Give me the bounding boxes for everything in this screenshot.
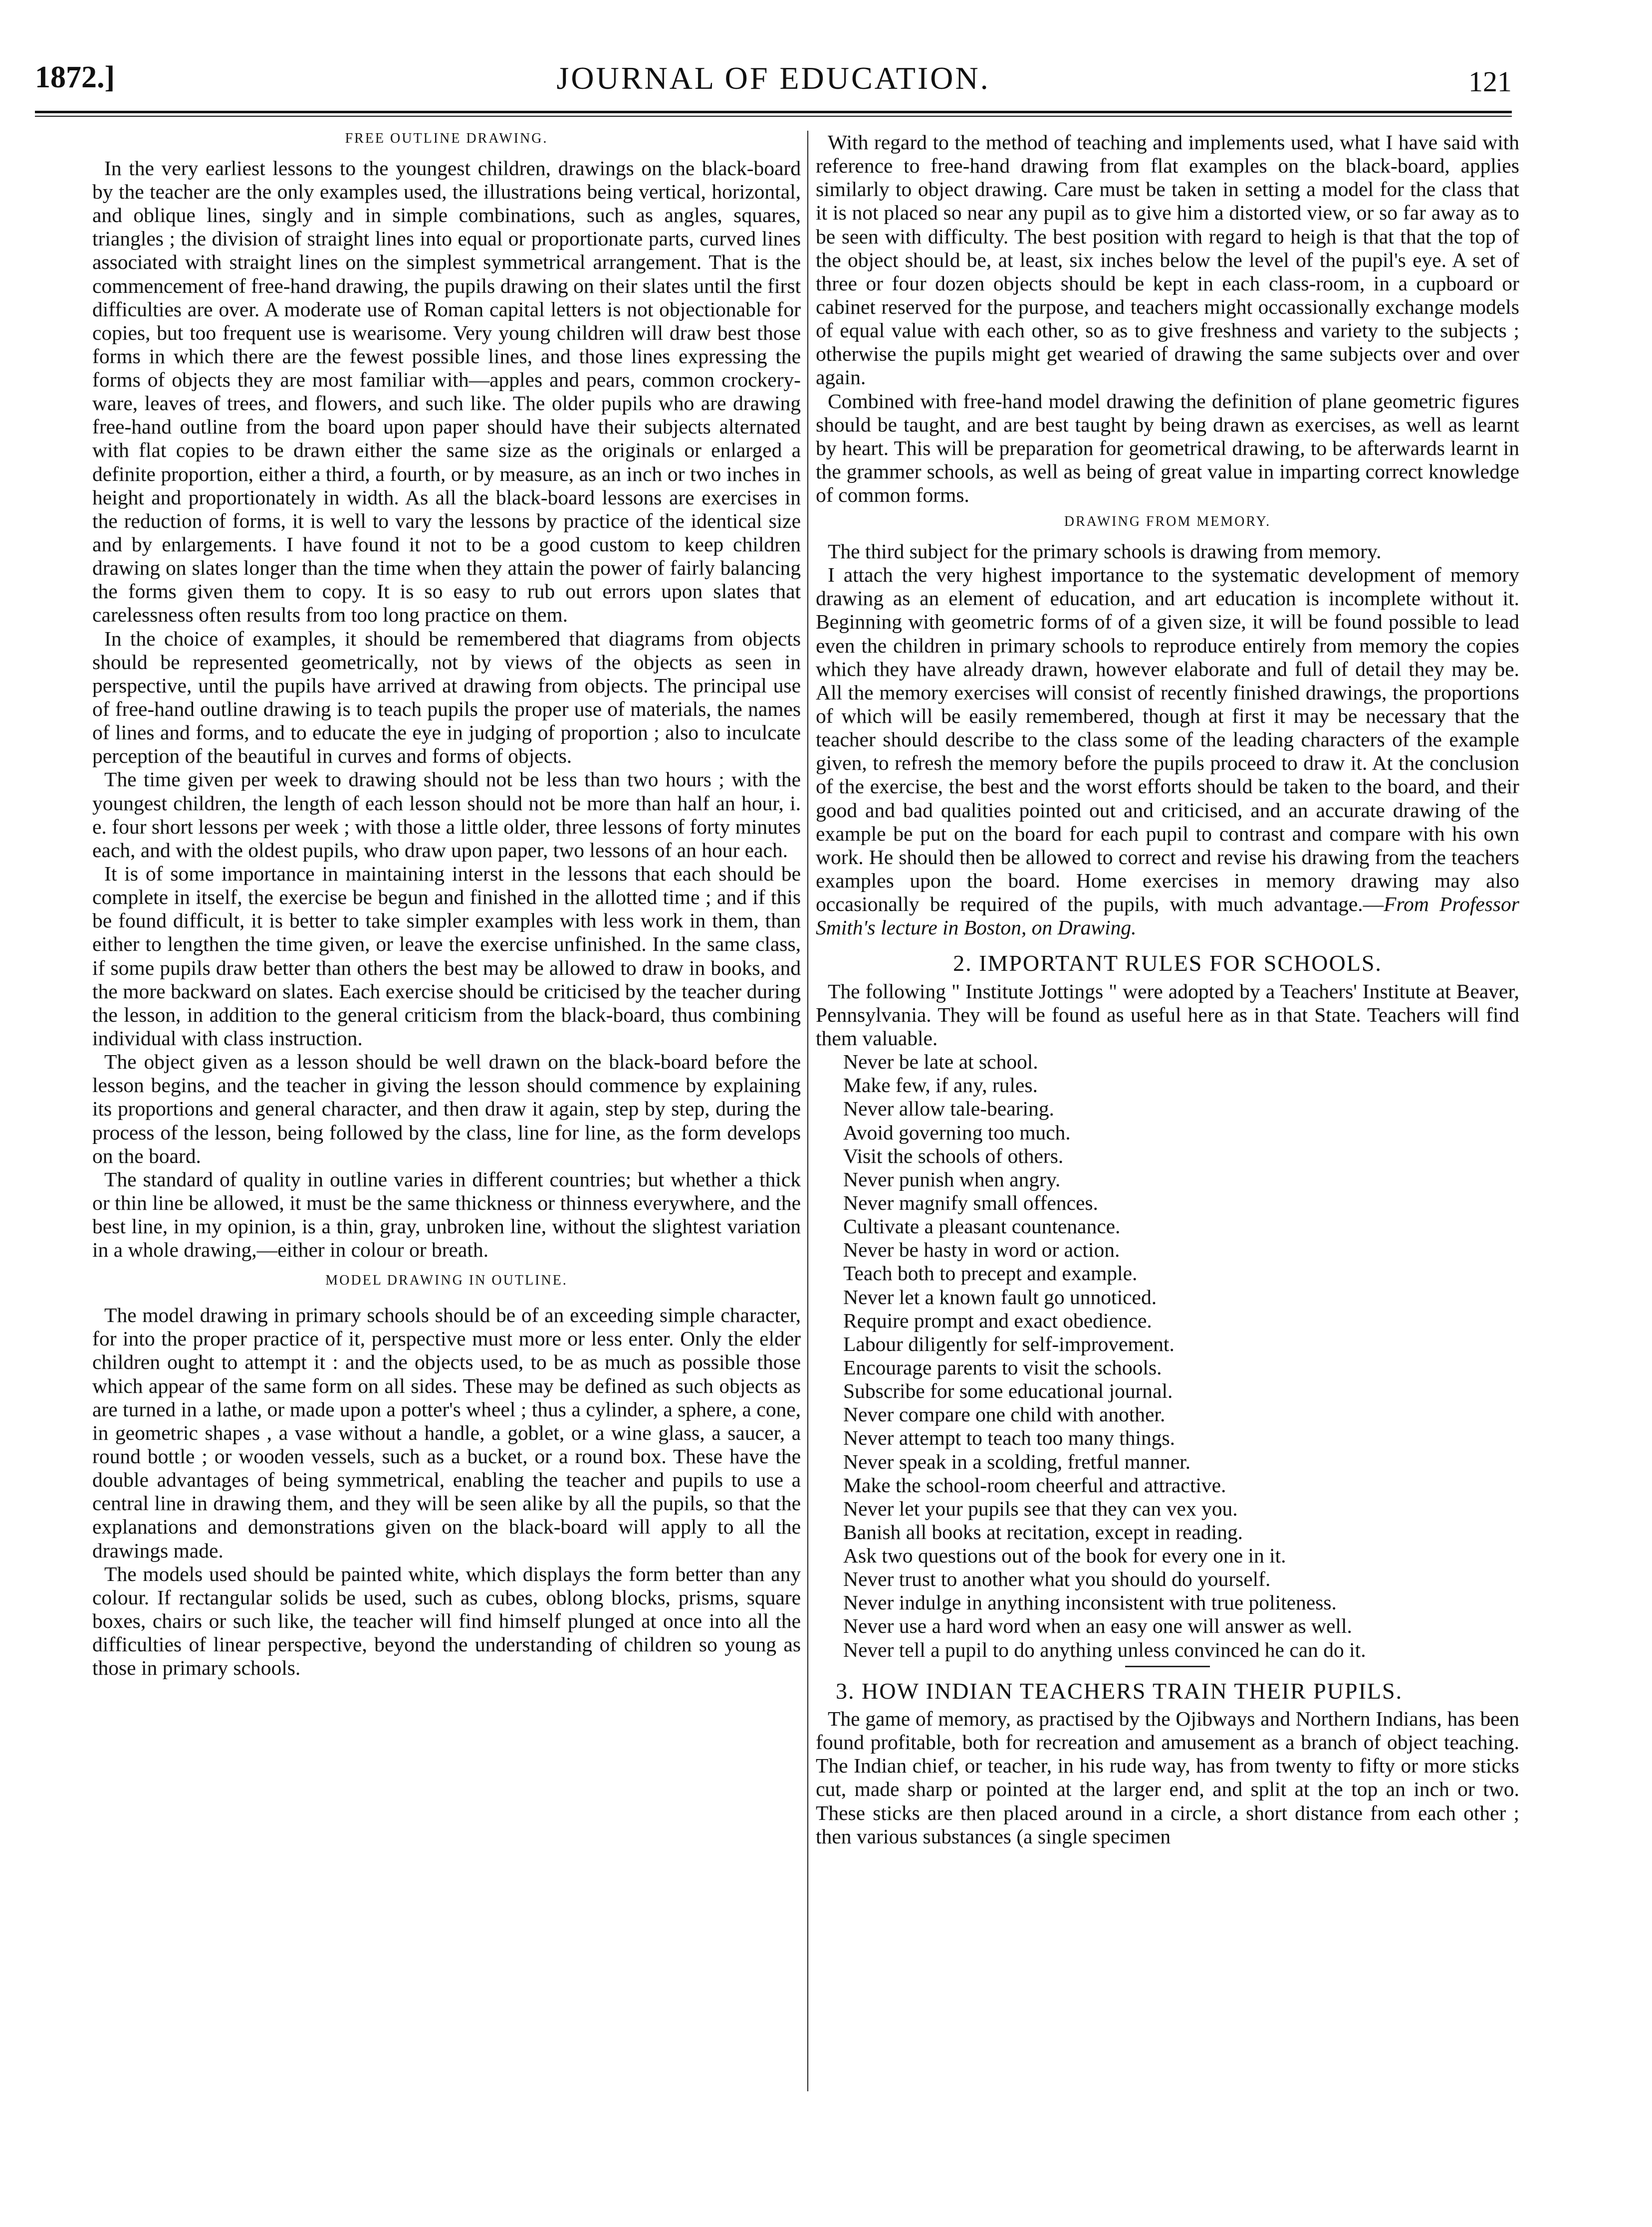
rule-item: Make the school-room cheerful and attractive. [843,1473,1226,1497]
left-column [92,131,801,2156]
page-number: 121 [1468,65,1512,98]
rules-list [816,1050,1519,1662]
rule-item: Never tell a pupil to do anything unless convinced he can do it. [843,1638,1366,1661]
paragraph: Combined with free-hand model drawing the definition of plane geometric figures should be taught, and are best taught by being drawn as exercises, as well as learnt by heart. This will be preparation for geometrical drawing, to be afterwards learnt in the grammer schools, as well as being of great value in imparting correct knowledge of common forms. [816,389,1519,507]
source-citation: From Professor Smith's lecture in Boston, on Drawing. [816,892,1519,939]
paragraph: The third subject for the primary schools is drawing from memory. [828,540,1382,563]
rule-item: Cultivate a pleasant countenance. [843,1215,1121,1238]
rule-item: Never punish when angry. [843,1167,1061,1191]
rule-item: Make few, if any, rules. [843,1074,1038,1097]
paragraph: The game of memory, as practised by the Ojibways and Northern Indians, has been found profitable, both for recreation and amusement as a branch of object teaching. The Indian chief, or teacher, in his rude way, has from twenty to fifty or more sticks cut, made sharp or pointed at the larger end, and split at the top an inch or two. These sticks are then placed around in a circle, a short distance from each other ; then various substances (a single specimen [816,1707,1519,1848]
paragraph-text: I attach the very highest importance to the systematic development of memory drawing as an element of education, and art education is incomplete without it. Beginning with geometric forms of of a given size, it will be found possible to lead even the children in primary schools to reproduce entirely from memory the copies which they have already drawn, however elaborate and full of detail they may be. All the memory exercises will consist of recently finished drawings, the proportions of which will be easily remembered, though at first it may be necessary that the teacher should describe to the class some of the leading characters of the example given, to refresh the memory before the pupils proceed to draw it. At the conclusion of the exercise, the best and the worst efforts should be taken to the board, and their good and bad qualities pointed out and criticised, and an accurate drawing of the example be put on the board for each pupil to contrast and compare with his own work. He should then be allowed to correct and revise his drawing from the teachers examples upon the board. Home exercises in memory drawing may also occasionally be required of the pupils, with much advantage.— [816,563,1519,916]
journal-title: JOURNAL OF EDUCATION. [556,60,990,96]
rule-item: Never let your pupils see that they can vex you. [843,1497,1238,1520]
rule-item: Labour diligently for self-improvement. [843,1332,1175,1355]
rule-item: Never magnify small offences. [843,1191,1098,1214]
paragraph: The models used should be painted white, which displays the form better than any colour. If rectangular solids be used, such as cubes, oblong blocks, prisms, square boxes, chairs or such like, the teacher will find himself plunged at once into all the difficulties of linear perspective, beyond the understanding of children so young as those in primary schools. [92,1562,801,1680]
article-heading-rules: 2. IMPORTANT RULES FOR SCHOOLS. [953,950,1382,976]
header-year: 1872.] [35,60,115,94]
rule-item: Never speak in a scolding, fretful manner. [843,1450,1191,1473]
rule-item: Avoid governing too much. [843,1120,1071,1144]
paragraph: It is of some importance in maintaining interst in the lessons that each should be complete in itself, the exercise be begun and finished in the allotted time ; and if this be found difficult, it is better to take simpler examples with less work in them, than either to lengthen the time given, or leave the exercise unfinished. In the same class, if some pupils draw better than others the best may be allowed to draw in books, and the more backward on slates. Each exercise should be criticised by the teacher during the lesson, in addition to the general criticism from the black-board, thus combining individual with class instruction. [92,862,801,1050]
paragraph: With regard to the method of teaching and implements used, what I have said with reference to free-hand drawing from flat examples on the black-board, applies similarly to object drawing. Care must be taken in setting a model for the class that it is not placed so near any pupil as to give him a distorted view, or so far away as to be seen with difficulty. The best position with regard to heigh is that that the top of the object should be, at least, six inches below the level of the pupil's eye. A set of three or four dozen objects should be kept in each class-room, in a cupboard or cabinet reserved for the purpose, and teachers might occassionally exchange models of equal value with each other, so as to give freshness and variety to the subjects ; otherwise the pupils might get wearied of drawing the same subjects over and over again. [816,131,1519,389]
article-intro: The following " Institute Jottings " were adopted by a Teachers' Institute at Beaver, Pennsylvania. They will be found as useful here as in that State. Teachers will find them valuable. [816,979,1519,1050]
article-heading-indian-teachers: 3. HOW INDIAN TEACHERS TRAIN THEIR PUPILS. [836,1678,1403,1704]
page-header [35,50,1512,105]
section-heading-memory: DRAWING FROM MEMORY. [1064,514,1271,530]
paragraph: The model drawing in primary schools should be of an exceeding simple character, for into the proper practice of it, perspective must more or less enter. Only the elder children ought to attempt it : and the objects used, to be as much as possible those which appear of the same form on all sides. These may be defined as such objects as are turned in a lathe, or made upon a potter's wheel ; thus a cylinder, a sphere, a cone, in geometric shapes , a vase without a handle, a goblet, or a wine glass, a saucer, a round bottle ; or wooden vessels, such as a bucket, or a round box. These have the double advantages of being symmetrical, enabling the teacher and pupils to use a central line in drawing them, and they will be seen alike by all the pupils, so that the explanations and demonstrations given on the black-board will apply to all the drawings made. [92,1304,801,1562]
rule-item: Visit the schools of others. [843,1144,1064,1167]
rule-item: Encourage parents to visit the schools. [843,1355,1162,1379]
rule-item: Never be hasty in word or action. [843,1238,1120,1262]
rule-item: Never attempt to teach too many things. [843,1426,1175,1450]
rule-item: Require prompt and exact obedience. [843,1309,1152,1332]
right-column [816,131,1519,2156]
rule-item: Never let a known fault go unnoticed. [843,1285,1157,1309]
section-heading-model-drawing: MODEL DRAWING IN OUTLINE. [325,1273,568,1289]
rule-item: Teach both to precept and example. [843,1262,1138,1285]
paragraph: The time given per week to drawing should not be less than two hours ; with the youngest children, the length of each lesson should not be more than half an hour, i. e. four short lessons per week ; with those a little older, three lessons of forty minutes each, and with the oldest pupils, who draw upon paper, two lessons of an hour each. [92,768,801,862]
header-rule [35,111,1512,113]
paragraph: The object given as a lesson should be well drawn on the black-board before the lesson begins, and the teacher in giving the lesson should commence by explaining its proportions and general character, and then draw it again, step by step, during the process of the lesson, being followed by the class, line for line, as the form develops on the board. [92,1050,801,1167]
rule-item: Never trust to another what you should do yourself. [843,1567,1271,1591]
rule-item: Banish all books at recitation, except in reading. [843,1520,1243,1544]
rule-item: Ask two questions out of the book for every one in it. [843,1544,1286,1567]
section-heading-free-outline: FREE OUTLINE DRAWING. [345,131,548,146]
column-divider [807,131,808,2091]
rule-item: Never indulge in anything inconsistent with true politeness. [843,1591,1337,1614]
rule-item: Never use a hard word when an easy one will answer as well. [843,1614,1352,1638]
rule-item: Subscribe for some educational journal. [843,1379,1173,1403]
rule-item: Never allow tale-bearing. [843,1097,1054,1120]
rule-item: Never compare one child with another. [843,1403,1166,1426]
paragraph: In the very earliest lessons to the youngest children, drawings on the black-board by the teacher are the only examples used, the illustrations being vertical, horizontal, and oblique lines, singly and in simple combinations, such as angles, squares, triangles ; the division of straight lines into equal or proportionate parts, curved lines associated with straight lines on the simplest symmetrical arrangement. That is the commencement of free-hand drawing, the pupils drawing on their slates until the first difficulties are over. A moderate use of Roman capital letters is not objectionable for copies, but too frequent use is wearisome. Very young children will draw best those forms in which there are the fewest possible lines, and those lines expressing the forms of objects they are most familiar with—apples and pears, common crockery-ware, leaves of trees, and flowers, and such like. The older pupils who are drawing free-hand outline from the board upon paper should have their subjects alternated with flat copies to be drawn either the same size as the originals or enlarged a definite proportion, either a third, a fourth, or by measure, as an inch or two inches in height and proportionately in width. As all the black-board lessons are exercises in the reduction of forms, it is well to vary the lessons by practice of the identical size and by enlargements. I have found it not to be a good custom to keep children drawing on slates longer than the time when they attain the power of fairly balancing the forms given them to copy. It is so easy to rub out errors upon slates that carelessness often results from too long practice on them. [92,156,801,627]
header-rule-thin [35,116,1512,117]
paragraph [816,563,1519,939]
paragraph: In the choice of examples, it should be remembered that diagrams from objects should be represented geometrically, not by views of the objects as seen in perspective, until the pupils have arrived at drawing from objects. The principal use of free-hand outline drawing is to teach pupils the proper use of materials, the names of lines and forms, and to educate the eye in judging of proportion ; also to inculcate perception of the beautiful in curves and forms of objects. [92,627,801,768]
paragraph: The standard of quality in outline varies in different countries; but whether a thick or thin line be allowed, it must be the same thickness or thinness everywhere, and the best line, in my opinion, is a thin, gray, unbroken line, without the slightest variation in a whole drawing,—either in colour or breath. [92,1167,801,1262]
section-divider [1125,1666,1210,1667]
rule-item: Never be late at school. [843,1050,1038,1074]
